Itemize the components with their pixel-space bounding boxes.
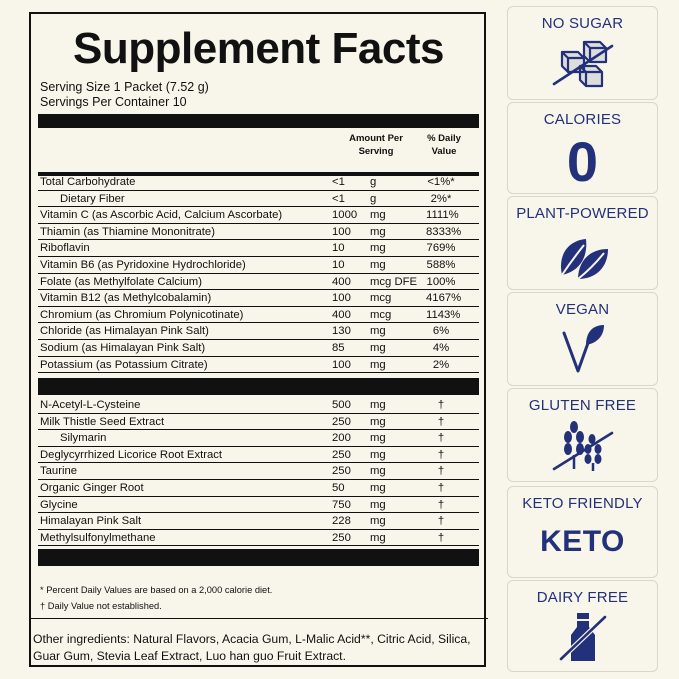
nutrient-row (38, 414, 479, 431)
nutrient-row (38, 307, 479, 324)
badge-no-sugar (507, 6, 658, 100)
nutrient-daily-value: † (437, 498, 445, 511)
nutrient-amount: 400 (332, 275, 351, 288)
nutrient-daily-value: † (437, 465, 445, 478)
nutrient-name: Vitamin C (as Ascorbic Acid, Calcium Ascorbate) (40, 209, 283, 222)
nutrient-unit: mg (370, 259, 386, 271)
nutrient-unit: mg (370, 498, 386, 511)
nutrient-amount: 50 (332, 482, 345, 494)
nutrient-daily-value: 4167% (426, 292, 462, 305)
amount-header: Amount Per Serving (349, 133, 403, 157)
nutrient-daily-value: 2% (432, 358, 450, 371)
nutrient-row (38, 447, 479, 464)
nutrient-amount: 250 (332, 415, 351, 428)
nutrient-daily-value: 588% (426, 259, 456, 271)
footnote-dagger: † Daily Value not established. (40, 601, 162, 611)
nutrient-row (38, 357, 479, 374)
nutrient-row (38, 207, 479, 224)
nutrient-name: Riboflavin (40, 242, 90, 255)
nutrient-unit: mg (370, 515, 386, 528)
calories-value: 0 (566, 130, 599, 193)
footnote-percent: * Percent Daily Values are based on a 2,000 calorie diet. (40, 585, 273, 595)
nutrient-row (38, 191, 479, 208)
nutrient-unit: mg (370, 242, 386, 255)
nutrient-unit: mg (370, 415, 386, 428)
nutrient-name: Sodium (as Himalayan Pink Salt) (40, 342, 206, 354)
badge-label: PLANT-POWERED (516, 205, 649, 222)
nutrient-row (38, 323, 479, 340)
nutrient-unit: mg (370, 358, 386, 371)
nutrient-amount: <1 (332, 192, 345, 205)
nutrient-name: Organic Ginger Root (40, 482, 144, 494)
footnotes (40, 582, 272, 614)
nutrient-unit: mg (370, 225, 386, 238)
thick-divider (38, 114, 479, 128)
nutrient-amount: 1000 (332, 209, 358, 222)
nutrient-name: Silymarin (60, 432, 107, 445)
badge-label: VEGAN (555, 301, 610, 318)
nutrient-unit: mg (370, 482, 386, 494)
nutrient-unit: mg (370, 399, 386, 411)
supplement-facts-panel (29, 12, 486, 667)
nutrient-unit: mg (370, 325, 386, 338)
thick-divider-2 (38, 378, 479, 395)
nutrient-name: Dietary Fiber (60, 192, 125, 205)
nutrient-daily-value: 6% (432, 325, 450, 338)
nutrient-name: Vitamin B6 (as Pyridoxine Hydrochloride) (40, 259, 246, 271)
nutrient-unit: mg (370, 465, 386, 478)
nutrient-name: Folate (as Methylfolate Calcium) (40, 275, 202, 288)
badge-vegan (507, 292, 658, 386)
nutrient-amount: 250 (332, 531, 351, 544)
serving-info (40, 80, 209, 110)
nutrient-daily-value: † (437, 515, 445, 528)
nutrient-daily-value: † (437, 531, 445, 544)
nutrient-daily-value: 1143% (426, 308, 461, 321)
nutrient-name: Taurine (40, 465, 78, 478)
daily-value-header: % Daily Value (427, 133, 461, 157)
badge-gluten-free (507, 388, 658, 482)
nutrient-name: Deglycyrrhized Licorice Root Extract (40, 448, 223, 461)
nutrient-amount: 100 (332, 358, 351, 371)
badge-label: NO SUGAR (541, 15, 624, 32)
wheat-icon (548, 417, 618, 473)
badge-label: KETO FRIENDLY (522, 495, 643, 512)
nutrient-row (38, 240, 479, 257)
bottle-icon (553, 609, 613, 665)
facts-title: Supplement Facts (73, 24, 444, 73)
badge-dairy-free (507, 580, 658, 672)
nutrient-name: Potassium (as Potassium Citrate) (40, 358, 208, 371)
nutrient-unit: mg (370, 531, 386, 544)
nutrient-daily-value: † (437, 448, 445, 461)
thick-divider-3 (38, 549, 479, 566)
nutrient-row (38, 430, 479, 447)
nutrient-unit: mcg (370, 292, 392, 305)
badge-label: GLUTEN FREE (528, 397, 637, 414)
badge-label: CALORIES (543, 111, 622, 128)
nutrient-row (38, 274, 479, 291)
sugar-cubes-icon (548, 38, 618, 92)
nutrient-daily-value: 2%* (430, 192, 452, 205)
nutrient-name: Chromium (as Chromium Polynicotinate) (40, 308, 244, 321)
badge-label: DAIRY FREE (536, 589, 629, 606)
nutrient-daily-value: 769% (426, 242, 456, 255)
nutrient-unit: mcg DFE (370, 275, 418, 288)
badge-keto-friendly (507, 486, 658, 578)
nutrient-name: Glycine (40, 498, 78, 511)
nutrient-daily-value: † (437, 399, 445, 411)
nutrient-daily-value: † (437, 482, 445, 494)
nutrient-row (38, 174, 479, 191)
nutrient-name: Milk Thistle Seed Extract (40, 415, 165, 428)
nutrient-amount: 10 (332, 242, 345, 255)
nutrient-unit: g (370, 192, 377, 205)
nutrient-unit: g (370, 176, 377, 188)
nutrient-daily-value: 1111% (426, 209, 459, 222)
nutrient-row (38, 290, 479, 307)
nutrient-name: Total Carbohydrate (40, 176, 136, 188)
nutrient-daily-value: † (437, 415, 445, 428)
nutrient-amount: <1 (332, 176, 345, 188)
badge-plant-powered (507, 196, 658, 290)
nutrient-row (38, 530, 479, 547)
nutrient-name: Methylsulfonylmethane (40, 531, 156, 544)
servings-per-container: Servings Per Container 10 (40, 95, 187, 109)
nutrient-daily-value: † (437, 432, 445, 445)
nutrient-name: Vitamin B12 (as Methylcobalamin) (40, 292, 212, 305)
nutrient-row (38, 397, 479, 414)
leaves-icon (552, 223, 614, 285)
nutrient-amount: 100 (332, 292, 351, 305)
vegan-v-icon (558, 321, 608, 379)
nutrient-amount: 130 (332, 325, 351, 338)
nutrient-amount: 10 (332, 259, 345, 271)
nutrient-amount: 200 (332, 432, 351, 445)
nutrient-amount: 250 (332, 448, 351, 461)
nutrient-row (38, 513, 479, 530)
nutrient-amount: 228 (332, 515, 351, 528)
nutrient-row (38, 224, 479, 241)
badge-calories (507, 102, 658, 194)
nutrient-row (38, 463, 479, 480)
nutrient-name: Thiamin (as Thiamine Mononitrate) (40, 225, 215, 238)
nutrient-daily-value: 8333% (426, 225, 462, 238)
nutrient-row (38, 480, 479, 497)
serving-size: Serving Size 1 Packet (7.52 g) (40, 80, 209, 94)
nutrient-amount: 500 (332, 399, 351, 411)
nutrient-amount: 85 (332, 342, 345, 354)
nutrient-row (38, 257, 479, 274)
nutrient-unit: mg (370, 342, 386, 354)
nutrient-daily-value: <1%* (427, 176, 455, 188)
nutrient-amount: 100 (332, 225, 351, 238)
nutrient-name: N-Acetyl-L-Cysteine (40, 399, 141, 411)
nutrient-row (38, 340, 479, 357)
nutrient-daily-value: 4% (432, 342, 450, 354)
other-ingredients: Other ingredients: Natural Flavors, Acacia Gum, L-Malic Acid**, Citric Acid, Silica, Guar Gum, Stevia Leaf Extract, Luo han guo Fruit Extract. (31, 618, 488, 665)
nutrient-name: Himalayan Pink Salt (40, 515, 142, 528)
nutrient-row (38, 497, 479, 514)
nutrient-unit: mg (370, 432, 386, 445)
nutrient-name: Chloride (as Himalayan Pink Salt) (40, 325, 209, 338)
keto-value: KETO (540, 525, 625, 558)
nutrient-unit: mg (370, 448, 386, 461)
nutrient-amount: 750 (332, 498, 351, 511)
nutrient-amount: 250 (332, 465, 351, 478)
nutrient-daily-value: 100% (426, 275, 456, 288)
nutrient-unit: mg (370, 209, 386, 222)
nutrient-unit: mcg (370, 308, 392, 321)
nutrient-amount: 400 (332, 308, 351, 321)
